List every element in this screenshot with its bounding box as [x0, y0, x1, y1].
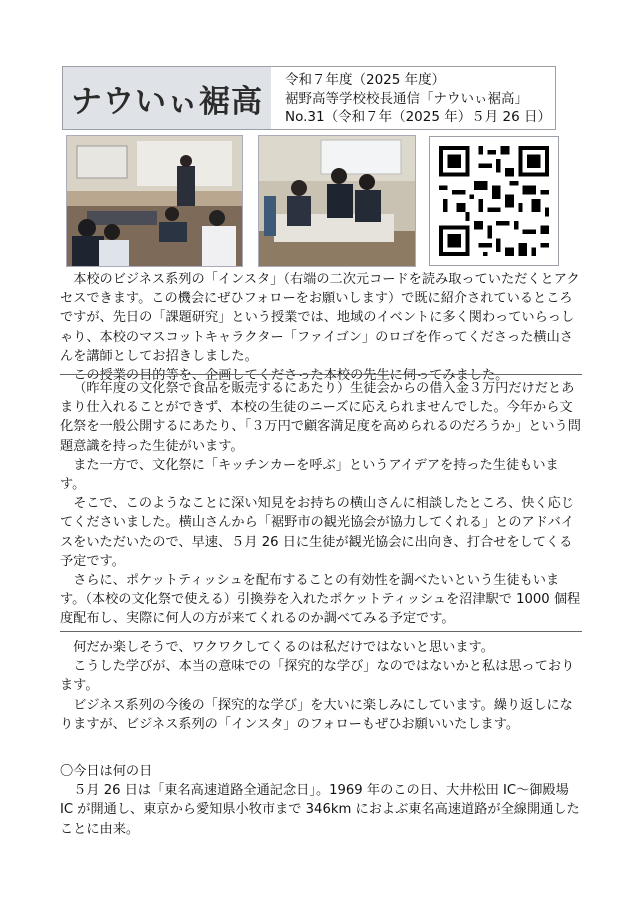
- today-heading: 〇今日は何の日: [60, 764, 153, 779]
- instagram-qr-code[interactable]: [429, 136, 559, 266]
- masthead-title: 裾野高等学校校長通信「ナウいぃ裾高」: [285, 90, 528, 107]
- qr-code-icon: [430, 137, 558, 265]
- interview-paragraph-1: （昨年度の文化祭で食品を販売するにあたり）生徒会からの借入金３万円だけだとあまり仕入れることができず、本校の生徒のニーズに応えられませんでした。今年から文化祭を一般公開するにあたり、「３万円で顧客満足度を高められるのだろうか」という問題意識を持った生徒がいます。: [60, 381, 581, 454]
- classroom-photo: [66, 135, 243, 267]
- closing-paragraph-2: こうした学びが、本当の意味での「探究的な学び」なのではないかと私は思っております。: [60, 659, 575, 694]
- classroom-photo-image: [67, 136, 242, 266]
- masthead-issue: No.31（令和７年（2025 年）５月 26 日）: [285, 109, 551, 125]
- intro-section: [60, 270, 582, 385]
- masthead-year: 令和７年度（2025 年度）: [285, 72, 446, 88]
- masthead: [62, 66, 556, 130]
- interview-paragraph-2: また一方で、文化祭に「キッチンカーを呼ぶ」というアイデアを持った生徒もいます。: [60, 457, 559, 493]
- closing-paragraph-3: ビジネス系列の今後の「探究的な学び」を大いに楽しみにしています。繰り返しになりますが、ビジネス系列の「インスタ」のフォローもぜひお願いいたします。: [60, 697, 573, 732]
- discussion-photo: [258, 135, 416, 267]
- intro-paragraph-1: 本校のビジネス系列の「インスタ」（右端の二次元コードを読み取っていただくとアクセスできます。この機会にぜひフォローをお願いします）で既に紹介されているところですが、先日の「課題研究」という授業では、地域のイベントに多く関わっていらっしゃり、本校のマスコットキャラクター「ファイゴン」のロゴを作ってくださった横山さんを講師としてお招きしました。: [60, 272, 580, 364]
- intro-paragraph-2: この授業の目的等を、企画してくださった本校の先生に伺ってみました。: [73, 368, 509, 384]
- newsletter-logo: ナウいぃ裾高: [63, 67, 271, 129]
- closing-paragraph-1: 何だか楽しそうで、ワクワクしてくるのは私だけではないと思います。: [73, 640, 494, 655]
- interview-paragraph-4: さらに、ポケットティッシュを配布することの有効性を調べたいという生徒もいます。（本校の文化祭で使える）引換券を入れたポケットティッシュを沼津駅で 1000 個程度配布し、実際に何人の方が来てくれるのか調べてみる予定です。: [60, 573, 581, 627]
- interview-paragraph-3: そこで、このようなことに深い知見をお持ちの横山さんに相談したところ、快く応じてくださいました。横山さんから「裾野市の観光協会が協力してくれる」とのアドバイスをいただいたので、早速、５月 26 日に生徒が観光協会に出向き、打合せをしてくる予定です。: [60, 496, 575, 569]
- closing-section: [60, 638, 582, 734]
- today-section: [60, 762, 582, 839]
- discussion-photo-image: [259, 136, 415, 266]
- today-text: ５月 26 日は「東名高速道路全通記念日」。1969 年のこの日、大井松田 IC～御殿場 IC が開通し、東京から愛知県小牧市まで 346km におよぶ東名高速道路が全線開通したことに由来。: [60, 783, 580, 837]
- masthead-info: [285, 71, 551, 127]
- interview-box: [60, 374, 582, 632]
